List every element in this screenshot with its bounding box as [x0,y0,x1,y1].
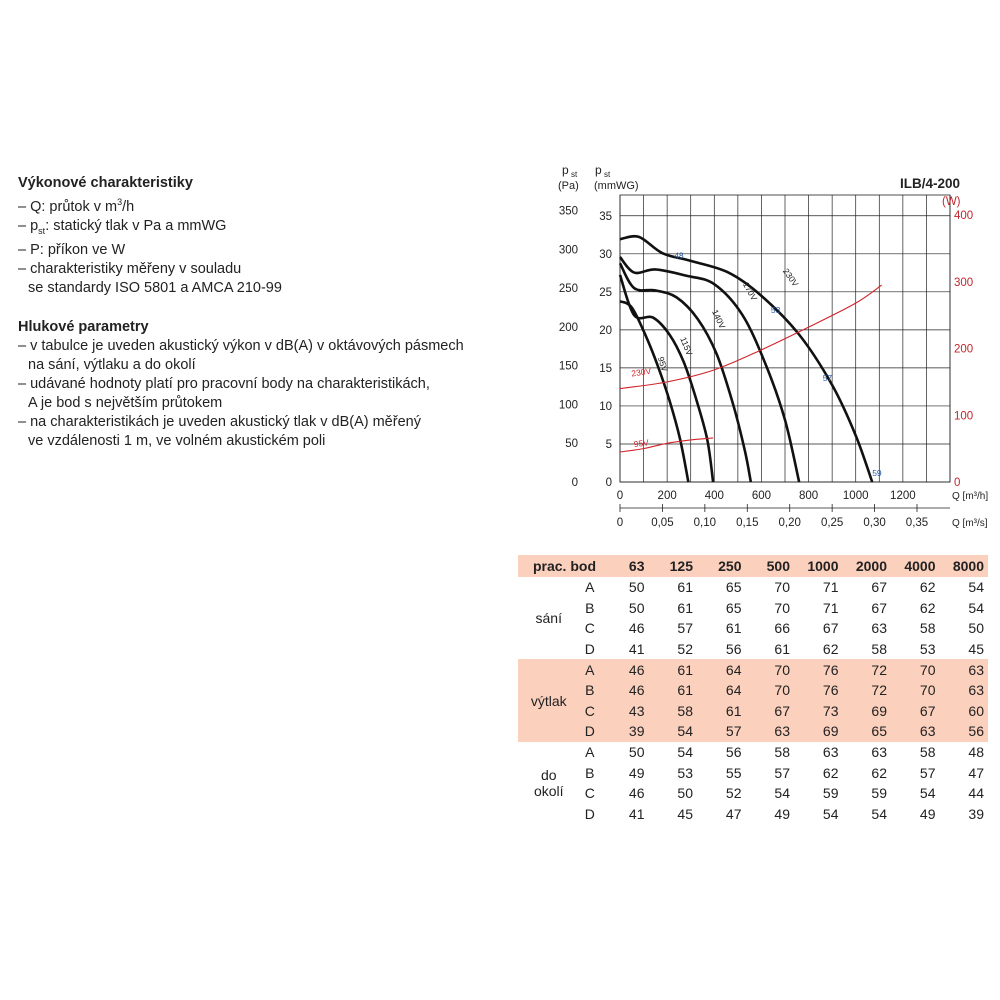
y-label-pa: p [562,163,569,177]
table-row [518,721,988,742]
y-tick-pa: 200 [558,321,578,334]
table-cell: 53 [677,764,693,781]
table-cell: 47 [968,764,984,781]
point-label: B [585,599,595,616]
noise-line: ve vzdálenosti 1 m, ve volném akustickém poli [28,432,326,449]
table-cell: 63 [871,744,887,761]
table-cell: 58 [774,744,790,761]
header-frequency: 250 [697,555,746,577]
table-cell: 54 [774,785,790,802]
table-cell: 46 [600,680,649,701]
table-cell: 41 [628,641,645,658]
table-cell: 67 [891,701,940,722]
performance-line [18,279,498,298]
table-cell: 64 [697,659,746,680]
table-cell: 76 [794,659,843,680]
point-label: A [585,579,595,596]
y-tick-pa: 100 [558,399,578,412]
y-label-w: (W) [942,196,961,208]
table-cell: 64 [697,680,746,701]
sound-level-label: 48 [674,250,684,261]
table-cell: 62 [871,764,887,781]
noise-line: – v tabulce je uveden akustický výkon v dB(A) v oktávových pásmech [18,337,464,354]
table-cell: 39 [968,805,984,822]
line-superscript: 3 [117,197,123,207]
table-cell: 57 [919,764,936,781]
table-row [518,701,988,722]
curve-label: 170V [740,280,760,303]
table-cell: 57 [677,620,693,637]
table-cell: 63 [871,620,887,637]
table-cell: 62 [822,641,839,658]
table-cell: 61 [649,659,698,680]
y-tick-w: 200 [954,343,974,356]
line-text: : statický tlak v Pa a mmWG [45,217,227,234]
table-row [518,639,988,660]
table-row [518,680,988,701]
table-cell: 54 [968,579,984,596]
table-cell: 56 [725,641,742,658]
y-tick-pa: 250 [558,283,578,296]
table-cell: 71 [822,599,839,616]
point-label: D [584,641,595,658]
table-cell: 50 [677,785,693,802]
y-label-mmwg-unit: (mmWG) [594,180,639,192]
table-cell: 54 [871,805,887,822]
table-cell: 56 [725,744,742,761]
point-label: B [585,764,595,781]
table-cell: 63 [940,680,989,701]
table-cell: 57 [774,764,790,781]
table-cell: 54 [677,744,693,761]
table-row [518,577,988,598]
table-cell: 50 [628,744,645,761]
table-cell: 41 [628,805,645,822]
point-label: D [584,805,595,822]
group-label [518,659,580,741]
table-row [518,742,988,763]
noise-title: Hlukové parametry [18,318,149,335]
y-tick-pa: 0 [571,477,578,489]
curve-label: 95V [655,355,670,373]
table-cell: 65 [725,599,742,616]
x-tick-m3s: 0,05 [651,517,674,529]
point-label: C [584,785,595,802]
table-cell: 54 [968,599,984,616]
table-cell: 58 [649,701,698,722]
table-cell: 67 [822,620,839,637]
performance-line [18,260,498,279]
table-cell: 69 [794,721,843,742]
x-tick-m3h: 1000 [842,490,869,502]
table-cell: 67 [871,599,887,616]
x-tick-m3h: 800 [798,490,819,502]
line-text: – Q: průtok v m [18,198,118,215]
table-cell: 46 [628,785,645,802]
table-cell: 58 [871,641,887,658]
table-cell: 63 [822,744,839,761]
y-tick-w: 0 [954,477,961,489]
x-tick-m3h: 200 [657,490,677,502]
y-tick-mmwg: 10 [599,400,612,413]
table-row [518,804,988,825]
x-tick-m3s: 0,25 [820,517,844,529]
header-frequency: 500 [746,555,795,577]
table-cell: 45 [968,641,984,658]
table-cell: 49 [628,764,645,781]
line-subscript: st [38,225,46,236]
table-cell: 62 [822,764,839,781]
group-label-line: výtlak [530,692,567,709]
x-tick-m3s: 0,10 [693,517,717,529]
group-label [518,742,580,824]
table-cell: 58 [919,620,936,637]
line-text: se standardy ISO 5801 a AMCA 210-99 [28,279,282,296]
y-tick-w: 100 [954,410,974,423]
y-tick-mmwg: 25 [599,286,612,299]
group-label [518,577,580,659]
table-cell: 46 [628,620,645,637]
performance-line [18,241,498,260]
table-cell: 72 [843,680,892,701]
table-cell: 59 [871,785,887,802]
performance-title: Výkonové charakteristiky [18,175,193,191]
table-cell: 58 [919,744,936,761]
table-cell: 47 [725,805,742,822]
y-tick-pa: 300 [558,244,578,257]
table-cell: 54 [919,785,936,802]
table-cell: 61 [774,641,790,658]
point-label: A [580,659,601,680]
curve-label: 115V [678,335,695,358]
table-cell: 63 [940,659,989,680]
table-cell: 59 [822,785,839,802]
y-tick-pa: 50 [565,438,578,451]
table-cell: 44 [968,785,984,802]
x-tick-m3h: 600 [751,490,772,502]
table-cell: 54 [649,721,698,742]
point-label: D [580,721,601,742]
x-tick-m3s: 0 [616,517,624,529]
table-cell: 70 [774,579,790,596]
table-cell: 52 [725,785,742,802]
x-tick-m3h: 1200 [890,490,916,502]
table-cell: 56 [940,721,989,742]
table-cell: 50 [628,599,645,616]
x-tick-m3s: 0,15 [736,517,759,529]
table-cell: 69 [843,701,892,722]
table-cell: 50 [628,579,645,596]
header-point-label: prac. bod [518,555,600,577]
table-cell: 70 [746,659,795,680]
x-tick-m3s: 0,35 [905,517,929,529]
y-tick-mmwg: 0 [605,477,612,489]
table-header-row [518,555,988,577]
line-text: – p [18,217,39,234]
header-frequency: 1000 [794,555,843,577]
y-label-mmwg-sub: st [604,170,611,179]
y-tick-w: 300 [954,276,974,289]
table-cell: 39 [600,721,649,742]
table-row [518,618,988,639]
y-tick-w: 400 [954,210,974,223]
table-cell: 70 [891,680,940,701]
curve-label: 230V [781,266,801,289]
table-cell: 55 [725,764,742,781]
pressure-curve-95V [620,301,688,482]
point-label: B [580,680,601,701]
table-cell: 49 [919,805,936,822]
table-cell: 65 [843,721,892,742]
table-cell: 73 [794,701,843,722]
header-frequency: 2000 [843,555,892,577]
table-cell: 72 [843,659,892,680]
y-tick-mmwg: 35 [599,210,612,223]
table-cell: 52 [677,641,693,658]
table-cell: 61 [677,579,693,596]
header-frequency: 125 [649,555,698,577]
performance-list [18,193,498,298]
x-label-m3s: Q [m³/s] [952,518,988,529]
table-row [518,659,988,680]
chart-title: ILB/4-200 [899,176,960,191]
y-tick-pa: 150 [558,360,578,373]
table-cell: 48 [968,744,984,761]
curve-label: 140V [710,307,728,331]
table-cell: 66 [774,620,790,637]
sound-level-label: 57 [822,373,833,384]
x-tick-m3s: 0,20 [778,517,801,529]
point-label: C [580,701,601,722]
header-frequency: 8000 [940,555,989,577]
y-label-mmwg: p [595,163,602,177]
sound-level-label: 59 [872,467,882,478]
y-tick-pa: 350 [558,205,578,218]
header-frequency: 4000 [891,555,940,577]
x-label-m3h: Q [m³/h] [952,491,989,502]
point-label: C [584,620,595,637]
x-tick-m3h: 400 [704,490,724,502]
line-text: – P: příkon ve W [18,241,126,258]
performance-line [18,193,498,217]
table-cell: 70 [774,599,790,616]
line-text: – charakteristiky měřeny v souladu [18,260,242,277]
table-cell: 61 [725,620,742,637]
table-cell: 67 [746,701,795,722]
table-cell: 71 [822,579,839,596]
table-cell: 67 [871,579,887,596]
table-cell: 53 [919,641,936,658]
noise-line: A je bod s největším průtokem [28,394,223,411]
y-tick-mmwg: 5 [605,438,612,451]
table-cell: 62 [919,599,936,616]
table-cell: 65 [725,579,742,596]
table-cell: 70 [891,659,940,680]
pressure-curve-115V [620,275,713,482]
noise-list [18,337,498,451]
performance-line [18,217,498,241]
y-tick-mmwg: 20 [599,324,612,337]
table-cell: 63 [746,721,795,742]
group-label-line: okolí [533,782,564,799]
table-cell: 61 [697,701,746,722]
table-cell: 45 [677,805,693,822]
table-cell: 46 [600,659,649,680]
sound-level-label: 53 [770,304,781,315]
table-cell: 54 [822,805,839,822]
noise-line: – na charakteristikách je uveden akustický tlak v dB(A) měřený [18,413,421,430]
table-cell: 61 [677,599,693,616]
noise-line: na sání, výtlaku a do okolí [28,356,196,373]
table-cell: 49 [774,805,790,822]
table-cell: 57 [697,721,746,742]
table-cell: 60 [940,701,989,722]
power-curve-label: 95V [633,437,650,450]
x-tick-m3s: 0,30 [863,517,886,529]
table-cell: 70 [746,680,795,701]
x-tick-m3h: 0 [616,490,624,502]
group-label-line: do [540,766,557,783]
noise-table [518,555,988,824]
table-cell: 61 [649,680,698,701]
y-tick-mmwg: 30 [599,248,612,261]
point-label: A [585,744,595,761]
y-label-pa-unit: (Pa) [558,180,579,192]
line-text: /h [122,198,135,215]
table-row [518,598,988,619]
description-text [18,174,498,451]
table-row [518,783,988,804]
power-curve-label: 230V [630,365,652,379]
table-cell: 62 [919,579,936,596]
table-cell: 63 [891,721,940,742]
table-row [518,762,988,783]
table-cell: 43 [600,701,649,722]
table-cell: 50 [968,620,984,637]
header-frequency: 63 [600,555,649,577]
y-tick-mmwg: 15 [599,362,612,375]
noise-line: – udávané hodnoty platí pro pracovní body na charakteristikách, [18,375,430,392]
fan-characteristic-chart [540,160,989,540]
group-label-line: sání [535,610,562,627]
table-cell: 76 [794,680,843,701]
y-label-pa-sub: st [571,170,578,179]
